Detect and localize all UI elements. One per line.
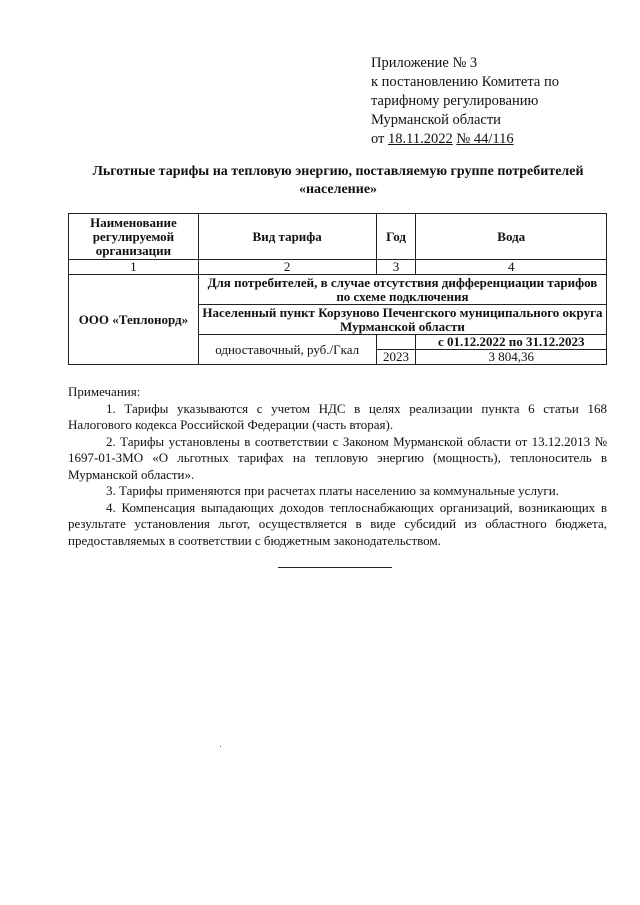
consumer-note-cell: Для потребителей, в случае отсутствия дифференциации тарифов по схеме подключения xyxy=(198,275,606,305)
table-row xyxy=(69,275,607,305)
table-number-row xyxy=(69,260,607,275)
appendix-date-prefix: от xyxy=(371,131,389,147)
table-header-row xyxy=(69,214,607,260)
col-number-2: 2 xyxy=(198,260,376,275)
appendix-line-4: Мурманской области xyxy=(371,112,501,128)
appendix-date: 18.11.2022 xyxy=(388,131,453,147)
col-number-4: 4 xyxy=(416,260,607,275)
appendix-line-3: тарифному регулированию xyxy=(371,93,539,109)
note-item-2: 2. Тарифы установлены в соответствии с Законом Мурманской области от 13.12.2013 № 1697-01-ЗМО «О льготных тарифах на тепловую энергию (мощность), теплоноситель в Мурманской области». xyxy=(68,433,607,482)
period-cell: с 01.12.2022 по 31.12.2023 xyxy=(416,335,607,350)
value-cell: 3 804,36 xyxy=(416,350,607,365)
header-tariff-type: Вид тарифа xyxy=(198,214,376,260)
note-item-4: 4. Компенсация выпадающих доходов теплоснабжающих организаций, возникающих в результате установления льгот, осуществляется в виде субсидий из областного бюджета, предоставляемых в соответствии с бюджетным законодательством. xyxy=(68,499,607,548)
header-water: Вода xyxy=(416,214,607,260)
notes-section xyxy=(68,384,607,549)
appendix-block xyxy=(371,54,621,149)
header-year: Год xyxy=(376,214,416,260)
appendix-date-line xyxy=(371,130,621,149)
appendix-line-2: к постановлению Комитета по xyxy=(371,74,559,90)
tariff-table xyxy=(68,213,607,365)
appendix-number: № 44/116 xyxy=(456,131,514,147)
col-number-3: 3 xyxy=(376,260,416,275)
year-cell: 2023 xyxy=(376,350,416,365)
col-number-1: 1 xyxy=(69,260,199,275)
tariff-kind-cell: одноставочный, руб./Гкал xyxy=(198,335,376,365)
settlement-cell: Населенный пункт Корзуново Печенгского муниципального округа Мурманской области xyxy=(198,305,606,335)
appendix-line-1: Приложение № 3 xyxy=(371,55,478,71)
note-item-1: 1. Тарифы указываются с учетом НДС в целях реализации пункта 6 статьи 168 Налогового кодекса Российской Федерации (часть вторая). xyxy=(68,400,607,432)
scan-speck xyxy=(220,746,221,747)
closing-rule xyxy=(278,567,392,568)
org-name-cell: ООО «Теплонорд» xyxy=(69,275,199,365)
document-title: Льготные тарифы на тепловую энергию, поставляемую группе потребителей «население» xyxy=(92,164,584,197)
notes-heading: Примечания: xyxy=(68,384,141,399)
empty-year-cell xyxy=(376,335,416,350)
note-item-3: 3. Тарифы применяются при расчетах платы населению за коммунальные услуги. xyxy=(106,483,559,498)
header-org: Наименование регулируемой организации xyxy=(69,214,199,260)
